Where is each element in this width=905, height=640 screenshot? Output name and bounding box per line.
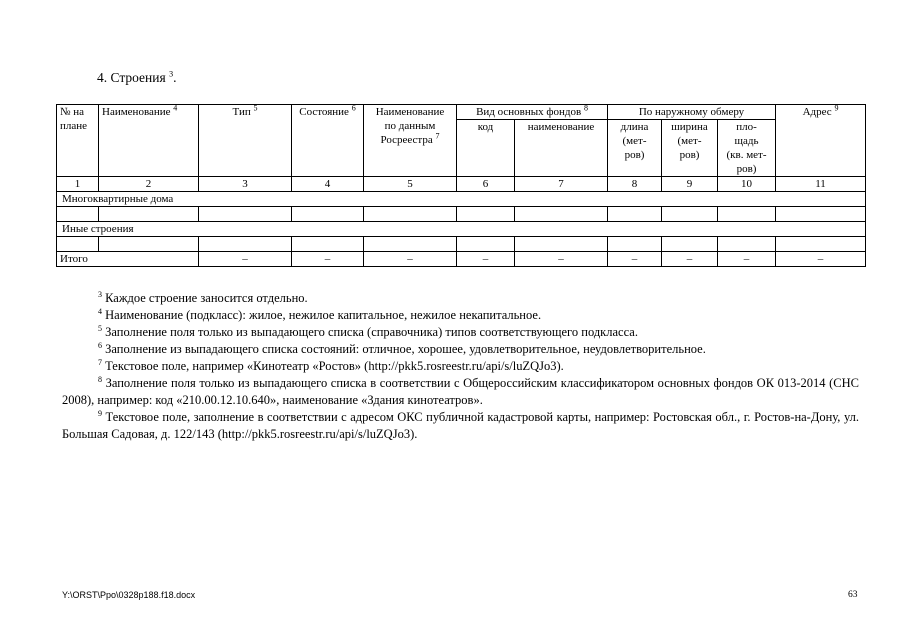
table-cell xyxy=(457,207,515,222)
section-heading: 4. Строения $^3$. xyxy=(97,69,177,85)
total-value: – xyxy=(515,252,608,267)
total-value: – xyxy=(662,252,718,267)
column-number-row xyxy=(57,177,866,192)
header-area: пло- щадь (кв. мет- ров) xyxy=(718,120,776,177)
table-cell xyxy=(515,207,608,222)
table-header-row xyxy=(57,105,866,120)
table-cell xyxy=(457,237,515,252)
header-address: Адрес $^9$ xyxy=(776,105,866,177)
header-type: Тип $^5$ xyxy=(199,105,292,177)
table-row xyxy=(57,207,866,222)
column-number: 8 xyxy=(608,177,662,192)
column-number: 5 xyxy=(364,177,457,192)
header-measure: По наружному обмеру xyxy=(608,105,776,120)
table-cell xyxy=(662,237,718,252)
footnote: $^6$ Заполнение из выпадающего списка состояний: отличное, хорошее, удовлетворительное, неудовлетворительное. xyxy=(98,340,706,356)
table-cell xyxy=(662,207,718,222)
table-cell xyxy=(57,207,99,222)
column-number: 3 xyxy=(199,177,292,192)
total-value: – xyxy=(457,252,515,267)
header-plan-number: № на плане xyxy=(57,105,99,177)
table-cell xyxy=(292,207,364,222)
header-name: Наименование $^4$ xyxy=(99,105,199,177)
total-value: – xyxy=(718,252,776,267)
footnote: $^4$ Наименование (подкласс): жилое, нежилое капитальное, нежилое некапитальное. xyxy=(98,306,542,322)
header-fund-type: Вид основных фондов $^8$ xyxy=(457,105,608,120)
table-cell xyxy=(718,237,776,252)
table-cell xyxy=(199,207,292,222)
total-value: – xyxy=(364,252,457,267)
total-value: – xyxy=(776,252,866,267)
total-row xyxy=(57,252,866,267)
buildings-table xyxy=(56,104,866,267)
total-value: – xyxy=(608,252,662,267)
table-cell xyxy=(99,207,199,222)
header-width: ширина (мет- ров) xyxy=(662,120,718,177)
column-number: 4 xyxy=(292,177,364,192)
footnote: $^8$ Заполнение поля только из выпадающего списка в соответствии с Общероссийским классификатором основных фондов ОК 013-2014 (СНС 2008), например: код «210.00.12.10.640», наименование «Здания кинотеатров». xyxy=(62,374,859,407)
footnote: $^5$ Заполнение поля только из выпадающего списка (справочника) типов соответствующего подкласса. xyxy=(98,323,638,339)
table-cell xyxy=(292,237,364,252)
table-cell xyxy=(57,237,99,252)
column-number: 1 xyxy=(57,177,99,192)
header-fund-name: наименование xyxy=(515,120,608,177)
table-cell xyxy=(776,207,866,222)
header-rosreestr-name: Наименование по данным Росреестра $^7$ xyxy=(364,105,457,177)
table-cell xyxy=(718,207,776,222)
table-cell xyxy=(776,237,866,252)
column-number: 2 xyxy=(99,177,199,192)
header-length: длина (мет- ров) xyxy=(608,120,662,177)
column-number: 6 xyxy=(457,177,515,192)
total-value: – xyxy=(292,252,364,267)
table-cell xyxy=(364,237,457,252)
table-row xyxy=(57,237,866,252)
table-cell xyxy=(515,237,608,252)
column-number: 9 xyxy=(662,177,718,192)
footnote: $^7$ Текстовое поле, например «Кинотеатр «Ростов» (http://pkk5.rosreestr.ru/api/s/luZQJo3). xyxy=(98,357,564,373)
total-label: Итого xyxy=(57,252,199,267)
table-cell xyxy=(364,207,457,222)
heading-footnote-ref: 3 xyxy=(169,69,174,79)
section-row-apartments xyxy=(57,192,866,207)
header-fund-code: код xyxy=(457,120,515,177)
page-number: 63 xyxy=(848,590,858,600)
table-cell xyxy=(199,237,292,252)
header-state: Состояние $^6$ xyxy=(292,105,364,177)
column-number: 10 xyxy=(718,177,776,192)
section-apartments-label: Многоквартирные дома xyxy=(57,192,866,207)
table-cell xyxy=(608,207,662,222)
footnote: $^3$ Каждое строение заносится отдельно. xyxy=(98,289,308,305)
footer-file-path: Y:\ORST\Ppo\0328p188.f18.docx xyxy=(62,590,196,600)
column-number: 7 xyxy=(515,177,608,192)
section-row-other xyxy=(57,222,866,237)
column-number: 11 xyxy=(776,177,866,192)
section-other-label: Иные строения xyxy=(57,222,866,237)
total-value: – xyxy=(199,252,292,267)
table-cell xyxy=(608,237,662,252)
footnote: $^9$ Текстовое поле, заполнение в соответствии с адресом ОКС публичной кадастровой карты, например: Ростовская обл., г. Ростов-на-Дону, ул. Большая Садовая, д. 122/143 (http://pkk5.rosreestr.ru/api/s/luZQJo3). xyxy=(62,408,860,441)
table-cell xyxy=(99,237,199,252)
footnotes xyxy=(62,290,859,443)
